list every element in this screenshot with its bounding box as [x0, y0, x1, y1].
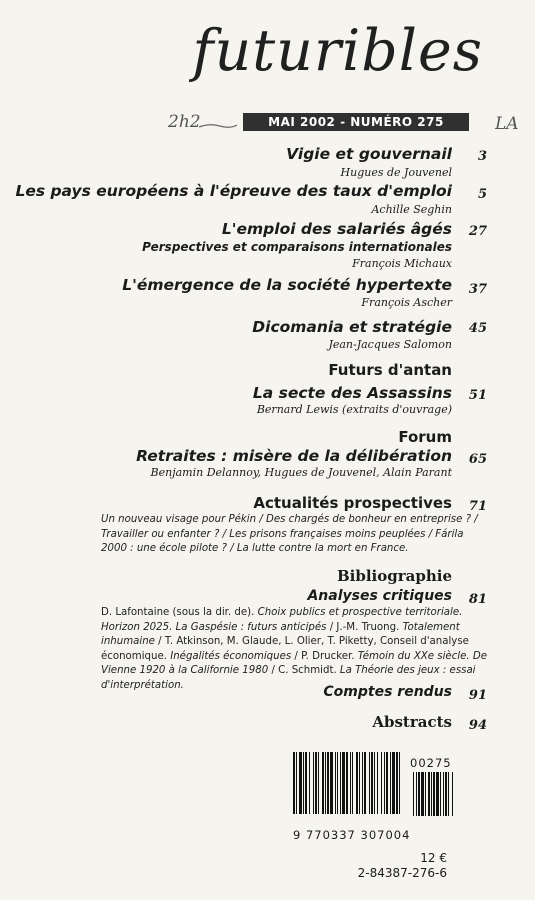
barcode-bar: [340, 752, 341, 814]
handwritten-stroke: [198, 122, 238, 130]
forum-title: Retraites : misère de la délibération: [136, 447, 452, 465]
entry-title-5: Dicomania et stratégie: [252, 318, 452, 336]
barcode-bar: [350, 752, 351, 814]
barcode-bar: [386, 752, 388, 814]
barcode-bar: [318, 752, 319, 814]
barcode-bar: [390, 752, 391, 814]
entry-page-3: 27: [468, 224, 487, 239]
barcode-addon-bar: [421, 772, 424, 816]
barcode-bar: [356, 752, 358, 814]
biblio-line-3: inhumaine / T. Atkinson, M. Glaude, L. Olier, T. Piketty, Conseil d'analyse: [101, 636, 469, 647]
forum-page: 65: [468, 452, 487, 467]
biblio-line-2: Horizon 2025. La Gaspésie : futurs anticipés / J.-M. Truong. Totalement: [101, 621, 460, 633]
bibliographie-heading: Bibliographie: [336, 567, 452, 585]
barcode-addon-digits: 00275: [410, 756, 452, 770]
barcode-addon-bar: [428, 772, 430, 816]
barcode-bar: [362, 752, 363, 814]
futurs-antan-heading: Futurs d'antan: [328, 361, 452, 379]
actualites-topics: [101, 513, 478, 557]
barcode-addon-bar: [433, 772, 435, 816]
barcode-bar: [364, 752, 366, 814]
forum-author: Benjamin Delannoy, Hugues de Jouvenel, Alain Parant: [150, 466, 452, 479]
analyses-critiques-heading: Analyses critiques: [307, 588, 452, 604]
futurs-antan-author: Bernard Lewis (extraits d'ouvrage): [256, 403, 452, 416]
actualites-line-1: Un nouveau visage pour Pékin / Des chargés de bonheur en entreprise ? /: [101, 514, 478, 525]
comptes-rendus-page: 91: [468, 688, 487, 703]
barcode-bar: [352, 752, 353, 814]
entry-author-5: Jean-Jacques Salomon: [328, 338, 452, 351]
futurs-antan-title: La secte des Assassins: [252, 384, 452, 402]
barcode-bar: [313, 752, 314, 814]
barcode-bar: [384, 752, 385, 814]
biblio-line-5: Vienne 1920 à la Californie 1980 / C. Schmidt. La Théorie des jeux : essai: [101, 665, 476, 676]
price: 12 €: [420, 851, 447, 865]
entry-author-3: François Michaux: [352, 257, 452, 270]
abstracts-page: 94: [468, 718, 487, 733]
barcode-bar: [342, 752, 345, 814]
actualites-line-2: Travailler ou enfanter ? / Les prisons françaises moins peuplées / Fárila: [101, 528, 464, 540]
issue-bar: MAI 2002 - NUMÉRO 275: [243, 113, 469, 131]
barcode-bar: [396, 752, 398, 814]
barcode-addon-bar: [418, 772, 420, 816]
barcode-bar: [309, 752, 310, 814]
barcode-bar: [330, 752, 333, 814]
actualites-heading: Actualités prospectives: [253, 494, 452, 512]
bibliographie-list: [101, 606, 487, 693]
barcode-addon-bar: [443, 772, 444, 816]
barcode-bar: [392, 752, 395, 814]
entry-author-4: François Ascher: [361, 296, 452, 309]
actualites-page: 71: [468, 499, 487, 514]
barcode-bar: [381, 752, 382, 814]
biblio-line-1: D. Lafontaine (sous la dir. de). Choix publics et prospective territoriale.: [101, 607, 463, 618]
barcode-bar: [359, 752, 360, 814]
barcode-bar: [303, 752, 304, 814]
biblio-line-4: économique. Inégalités économiques / P. Drucker. Témoin du XXe siècle. De: [101, 650, 487, 662]
abstracts-title: Abstracts: [372, 713, 452, 731]
futurs-antan-page: 51: [468, 388, 487, 403]
barcode-addon-bar: [440, 772, 441, 816]
entry-title-1: Vigie et gouvernail: [286, 145, 452, 163]
entry-page-2: 5: [477, 187, 487, 202]
barcode-digits: 9 770337 307004: [293, 828, 411, 842]
isbn: 2-84387-276-6: [357, 866, 447, 880]
entry-page-4: 37: [468, 282, 487, 297]
barcode-bar: [293, 752, 295, 814]
barcode-bar: [327, 752, 329, 814]
barcode-bar: [325, 752, 326, 814]
masthead: futuribles: [192, 18, 483, 84]
barcode-bar: [369, 752, 370, 814]
barcode-bar: [299, 752, 302, 814]
barcode-bar: [346, 752, 348, 814]
barcode-bar: [305, 752, 307, 814]
analyses-critiques-page: 81: [468, 592, 487, 607]
barcode-bar: [371, 752, 373, 814]
barcode-bar: [377, 752, 378, 814]
barcode-bar: [337, 752, 338, 814]
entry-page-1: 3: [477, 149, 487, 164]
entry-page-5: 45: [468, 321, 487, 336]
barcode-addon-bar: [431, 772, 432, 816]
handwritten-note-right: LA: [495, 114, 519, 134]
entry-subtitle-3: Perspectives et comparaisons internationales: [142, 240, 452, 254]
handwritten-note-left: 2h2: [168, 112, 201, 132]
barcode-bar: [296, 752, 297, 814]
entry-author-1: Hugues de Jouvenel: [340, 166, 452, 179]
actualites-line-3: 2000 : une école pilote ? / La lutte contre la mort en France.: [101, 543, 409, 554]
entry-title-3: L'emploi des salariés âgés: [221, 220, 452, 238]
barcode-addon-bar: [452, 772, 453, 816]
barcode-addon-bar: [436, 772, 439, 816]
barcode-bar: [399, 752, 400, 814]
barcode-bar: [335, 752, 336, 814]
forum-heading: Forum: [398, 428, 452, 446]
barcode-addon-bar: [413, 772, 414, 816]
entry-title-2: Les pays européens à l'épreuve des taux d'emploi: [15, 182, 452, 200]
biblio-line-6: d'interprétation.: [101, 679, 184, 691]
entry-author-2: Achille Seghin: [371, 203, 452, 216]
comptes-rendus-title: Comptes rendus: [323, 684, 452, 700]
barcode-addon-bar: [416, 772, 417, 816]
barcode-bar: [322, 752, 324, 814]
barcode-addon-bar: [445, 772, 447, 816]
entry-title-4: L'émergence de la société hypertexte: [122, 276, 452, 294]
barcode-addon-bar: [448, 772, 449, 816]
barcode-bar: [315, 752, 317, 814]
barcode-addon-bar: [425, 772, 426, 816]
barcode-bar: [374, 752, 375, 814]
